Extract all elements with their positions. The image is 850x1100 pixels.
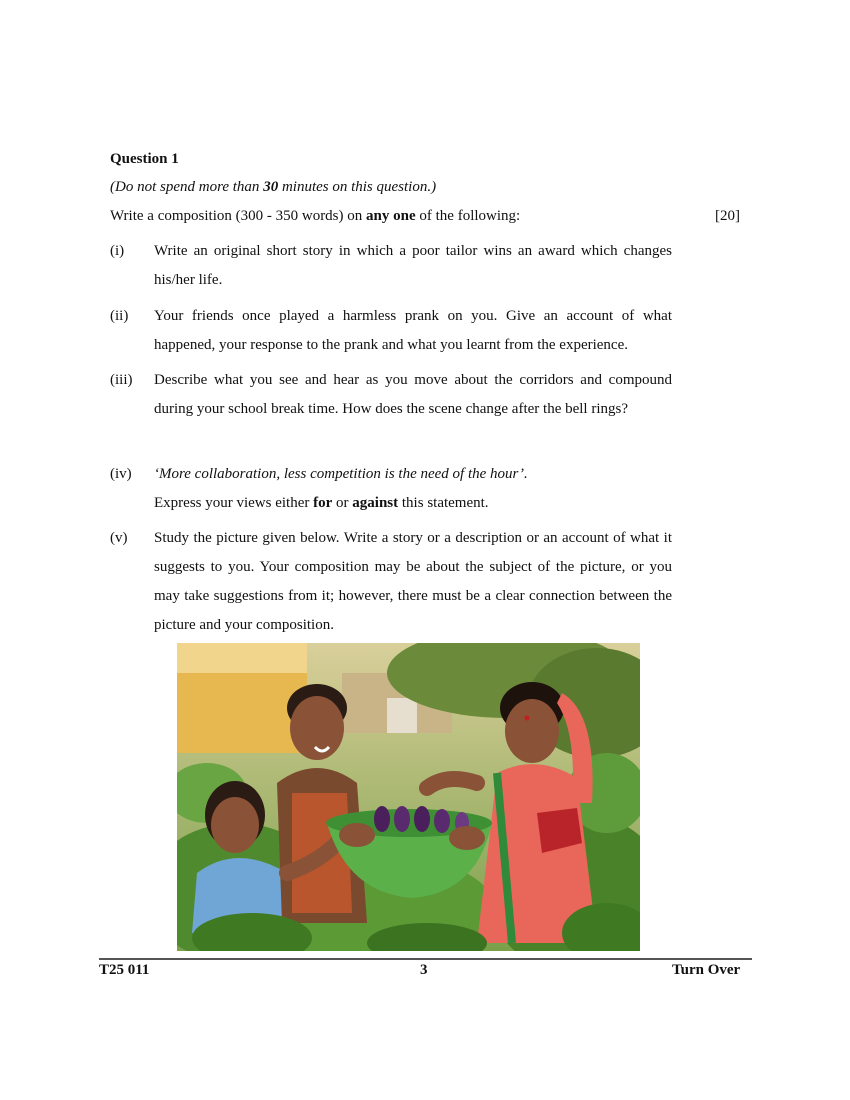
option-number: (v): [110, 530, 128, 546]
quote-text: ‘More collaboration, less competition is the need of the hour’.: [154, 466, 528, 482]
page-number: 3: [420, 962, 428, 978]
picture-prompt: [177, 643, 640, 951]
option-number: (iii): [110, 372, 133, 388]
option-v: [110, 524, 672, 640]
option-text: Express your views either for or against this statement.: [154, 495, 489, 511]
option-text: Write an original short story in which a poor tailor wins an award which changes his/her life.: [154, 243, 672, 288]
option-iv: [110, 460, 672, 518]
option-iii: [110, 366, 672, 424]
time-note: (Do not spend more than 30 minutes on this question.): [110, 179, 437, 195]
woman-face: [505, 699, 559, 763]
girl-face: [211, 797, 259, 853]
marks: [20]: [715, 208, 740, 224]
option-ii: [110, 302, 672, 360]
eggplant: [374, 806, 390, 832]
option-text: Study the picture given below. Write a story or a description or an account of what it suggests to you. Your composition may be about the subject of the picture, or you may take suggestions from it; however, there must be a clear connection between the picture and your composition.: [154, 530, 672, 633]
option-text: Your friends once played a harmless prank on you. Give an account of what happened, your response to the prank and what you learnt from the experience.: [154, 308, 672, 353]
instruction: Write a composition (300 - 350 words) on any one of the following: [20]: [110, 208, 740, 224]
paper-code: T25 011: [99, 962, 150, 978]
option-number: (i): [110, 243, 125, 259]
option-i: [110, 237, 672, 295]
option-number: (iv): [110, 466, 132, 482]
garden-photo-illustration: [177, 643, 640, 951]
option-text: Describe what you see and hear as you move about the corridors and compound during your school break time. How does the scene change after the bell rings?: [154, 372, 672, 417]
footer-divider: [99, 958, 752, 960]
option-number: (ii): [110, 308, 129, 324]
question-title: Question 1: [110, 151, 179, 167]
turn-over: Turn Over: [672, 962, 741, 978]
